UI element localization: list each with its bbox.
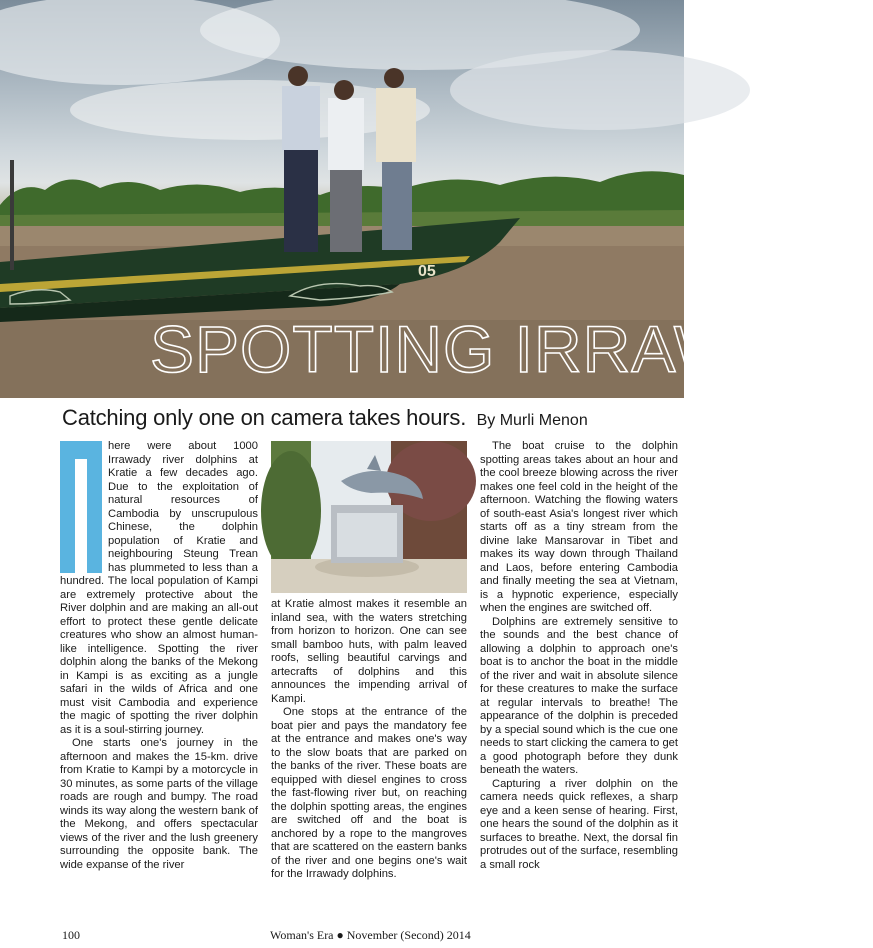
article-column-3 [480,440,678,872]
magazine-name: Woman's Era ● November (Second) 2014 [270,928,471,942]
paragraph: The boat cruise to the dolphin spotting areas takes about an hour and the cool breeze blowing across the river makes one feel cold in the height of the afternoon. Watching the flowing waters of south-east Asia's longest river which starts off as a tiny stream from the divine lake Mansarovar in Tibet and makes its way down through Thailand and Laos, before entering Cambodia and finally meeting the sea at Vietnam, is a hypnotic experience, especially when the engines are switched off. [480,440,678,614]
headline [62,405,682,431]
statue-illustration [271,441,467,593]
article-subtitle: Catching only one on camera takes hours. [62,405,467,430]
page-number: 100 [62,928,80,942]
dropcap-letter-t [60,441,102,573]
paragraph: One stops at the entrance of the boat pier and pays the mandatory fee at the entrance and makes one's way to the slow boats that are parked on the banks of the river. These boats are equipped with diesel engines to cross the fast-flowing river but, on reaching the dolphin spotting areas, the engines are switched off and the boat is anchored by a rope to the mangroves that are scattered on the eastern banks of the river and one begins one's wait for the Irrawady dolphins. [271,706,467,880]
paragraph: One starts one's journey in the afternoon and makes the 15-km. drive from Kratie to Kampi by a motorcycle in 30 minutes, as some parts of the village roads are rough and bumpy. The road winds its way along the western bank of the Mekong, and offers spectacular views of the river and the lush greenery surrounding the opposite bank. The wide expanse of the river [60,737,258,871]
paragraph-text: here were about 1000 Irrawady river dolphins at Kratie a few decades ago. Due to the exploitation of natural resources of Cambodia by unscrupulous Chinese, the dolphin population of Kratie and neighbouring Steung Trean has plummeted to less than a hundred. The local population of Kampi are extremely protective about the River dolphin and are making an all-out effort to protect these gentle delicate creatures who show an almost human-like intelligence. Spotting the river dolphin along the banks of the Mekong in Kampi is as exciting as a jungle safari in the wilds of Africa and one must visit Cambodia and experience the magic of spotting the river dolphin as it is a soul-stirring journey. [60,440,258,736]
boat-number: 05 [418,263,436,280]
paragraph: Dolphins are extremely sensitive to the sounds and the best chance of allowing a dolphin to approach one's boat is to anchor the boat in the middle of the river and wait in absolute silence for these creatures to make the surface at regular intervals to breathe! The appearance of the dolphin is preceded by a special sound which is the cue one needs to start clicking the camera to get a good photograph before they dunk beneath the waters. [480,615,678,776]
page-footer [0,928,684,948]
dolphin-statue-photo [271,441,467,593]
paragraph [60,440,258,737]
paragraph: at Kratie almost makes it resemble an inland sea, with the waters stretching from horizon to horizon. One can see small bamboo huts, with palm leaved roofs, selling beautiful carvings and artecrafts of dolphins and this announces the impending arrival of Kampi. [271,598,467,705]
paragraph: Capturing a river dolphin on the camera needs quick reflexes, a sharp eye and a keen sense of hearing. First, one hears the sound of the dolphin as it surfaces to breathe. Next, the dorsal fin protrudes out of the surface, resembling a small rock [480,777,678,871]
hero-photo [0,0,873,398]
article-column-1 [60,440,258,872]
article-byline: By Murli Menon [476,412,588,429]
article-column-2 [271,598,467,882]
hero-title: SPOTTING IRRAWADY [150,312,873,386]
